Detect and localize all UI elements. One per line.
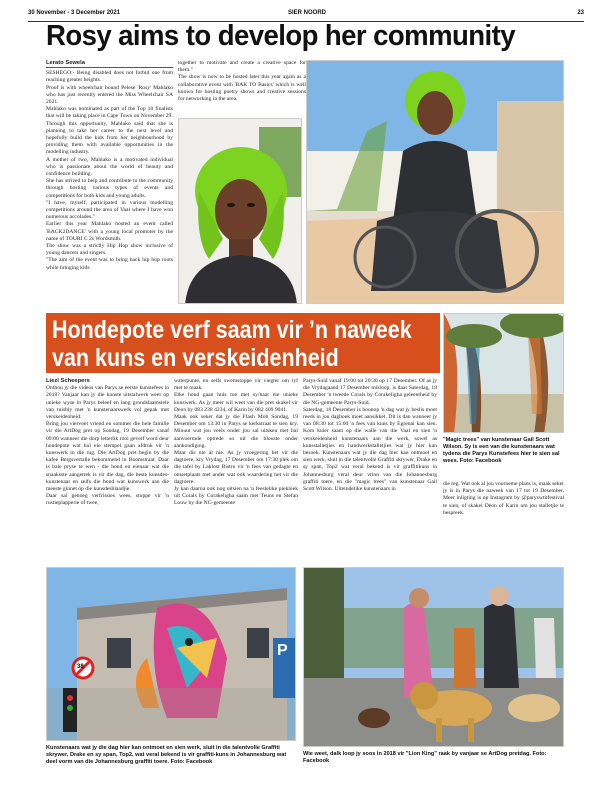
paragraph: "The aim of the event was to bring back hip hop roots while bringing kids: [46, 257, 173, 271]
story2-headline-line1: Hondepote verf saam vir ’n naweek: [52, 316, 412, 344]
paragraph: Daar sal genoeg verfrissies wees, stoppe vir 'n rustieplapperie of twee,: [46, 493, 169, 507]
paragraph: Proof is with wheelchair bound Pelese 'Rosy' Mahlako who has just recently entered the Miss Wheelchair SA 2021.: [46, 84, 173, 106]
story2-headline-line2: van kuns en verskeidenheid: [52, 344, 339, 372]
paragraph: "I have, myself, participated in various modelling competitions around the area of Vaal where I have won numerous accolades.": [46, 199, 173, 221]
paragraph: together to motivate and create a creative space for them.": [178, 60, 306, 74]
paragraph: Parys-Suid vanaf 19:00 tot 20:30 op 17 Desember. Of as jy die Vrydagaand 17 Desember misloop, is daar Saterdag, 18 Desember 'n tweede Corals by Corakeligha geleentheid by die NG-gemeente Parys-Suid.: [303, 378, 437, 406]
trees-caption: "Magic trees" van kunstenaar Gail Scott Wilson. Sy is een van die kunstenaars wat tydens die Parys Kunstefees hier te sien sal wees. Foto: Facebook: [443, 437, 560, 464]
story1-column-2: [178, 60, 306, 103]
parking-sign-letter: P: [277, 642, 288, 659]
graffiti-building-photo: [46, 567, 296, 741]
paragraph: She has strived to help and contribute to the community through hosting various types of events and competitions for both kids and young adults.: [46, 178, 173, 199]
traffic-sign-number: 38: [77, 664, 84, 670]
story1-byline: Lerato Sewela: [46, 60, 173, 68]
paragraph: Jy kan daarna ook nog uitsien na 'n feestelike piekniek uit Corals by Corakeligha saam met Teuns en Stefan Louw by die NG-gemeente: [174, 486, 298, 507]
rosy-portrait-photo: [178, 118, 302, 304]
paragraph: Through this opportunity, Mahlako said that she is planning to take her career to the next level and hopefully build the kids from her neighbourhood by providing them with available opportunities in the modelling industry.: [46, 120, 173, 156]
paragraph: Elke hond gaan huis toe met sy/haar eie unieke kunswerk. As jy meer wil weet van die pret skakel vir Deon by 083 238 4234, of Karin by 082 409 9041.: [174, 392, 298, 413]
story2-column-4: [443, 481, 564, 517]
story2-byline: Liezl Scheepers: [46, 378, 90, 384]
paragraph: Maak ook seker dat jy die Flash Mob Sondag, 19 Desember om 13:30 in Parys se kerkstraat te sien kry. Minuut wat jou veels onder jou sal uitskeu met hul aanvoermde optrede so uit die blouste onder aankondiging.: [174, 414, 298, 449]
paragraph: A mother of two, Mahlako is a motivated individual who is passionate about the world of beauty and confidence building.: [46, 156, 173, 178]
masthead: SIER NOORD: [288, 10, 327, 16]
issue-date: 30 November - 3 December 2021: [28, 10, 121, 16]
paragraph: SESHEGO:- Being disabled does not forbid one from reaching greater heights.: [46, 70, 173, 84]
paragraph: waterpunte, en selfs swemstoppe vir viegter om lyf met te maak.: [174, 378, 298, 392]
paragraph: Bring jou viervoet vriend en sommer die hele familie vir die ArtDog pret op Sondag, 19 Desember vanaf 09:00 wanneer die dorp letterlik rooi geverf word deur hondepote wat hul eie stempel gaan afdruk vir 'n kunswerk in die rug. Die ArtDog pret begin by die kafee Bergsvertalle bekommend in Boomstraat. Daar is baie pryse te wen - die hond en eienaar wat die snaaksste aangetrek is vir die dag, die beste kunsdes-kunstenaar en selfs die hond wat kunswerk aan die meeste ginnet op die kunsdesblaadjie.: [46, 421, 169, 493]
artdog-photo: [303, 567, 564, 747]
paragraph: Maar dis nie al nie. As jy vroegering het vir die dagtoere, kry Vrydag, 17 Desember om 17:30 plek om die tafel by Laklost Bistro vir 'n fees van gedagte en omsetplaats met ander wat ook waardering het vir die dagtoere.: [174, 450, 298, 485]
story1-headline: Rosy aims to develop her community: [46, 20, 515, 52]
paragraph: Earlier this year Mahlako hosted an event called 'BACK2DANCE' with a young local promoter by the name of TOURI C 2s Wordsmith.: [46, 221, 173, 242]
paragraph: Mahlako was nominated as part of the Top 10 finalists that will be taking place in Cape Town on November 29.: [46, 106, 173, 120]
story2-column-1: [46, 378, 169, 508]
rosy-wheelchair-photo: [306, 60, 564, 304]
story2-column-2: [174, 378, 298, 508]
paragraph: die reg. Wat ook al jou voorneme plans is, maak seker jy is in Parys die naweek van 17 tot 19 Desember. Meer inligting is op Instagram by @paryswtitfestival te sien, of skakel Deon of Karin om jou stalletjie te bespreek.: [443, 481, 564, 516]
paragraph: The show is now to be hosted later this year again as a collaborative event with 'BAK TO Basics' which is well known for hosting poetry shows and creative sessions for networking in the area.: [178, 74, 306, 103]
paragraph: Onthou jy die videos van Parys se eerste kunstefees in 2018? Vanjaar kan jy die kunste uitstalwerk weer op unieke wyse in Parys beleef en lang grondslaamsiele van tuisbly met 'n kunstenaarswerk vol gepak met verskeidenheid.: [46, 385, 169, 421]
paragraph: The show was a strictly Hip Hop show inclusive of young dancers and singers.: [46, 243, 173, 257]
story1-column-1: [46, 60, 173, 272]
paragraph: Saterdag, 18 Desember is boonop 'n dag wat jy beslis moet reeds in jou dagboek moet aansikkel. Dit is dan wanneer jy van 08:30 tot 15:00 'n fees van kuns by Egrenai kan sien. Kom kuier saam op die walle van die Vaal en sien 'n verskeidenheid kunstenaars aan die werk, sowel as kunsstalletjies en handwerkstalletjies wat jy hier kan besoek. Kunstenaars wat jy die dag hier kan ontmoet en sien werk, sluit in die talentvolle Graffiti skrywer, Drake en sy span, Top2 wat veral bekend is vir graffitikuns in Johannesburg veral deur vrinn van die Johannesburg graffiti toere, en die "magic trees" van kunstenaar Gail Scott Wilson. Uiteindelike kunstenaars in: [303, 406, 437, 493]
page-number: 23: [577, 10, 584, 16]
graffiti-caption: Kunstenaars wat jy die dag hier kan ontmoet en sien werk, sluit in die talentvolle Graffiti skrywer, Drake en sy span, Top2, wat veral bekend is vir graffiti-kuns in Johannesburg wat deel vorm van die Johannesburg graffiti toere. Foto: Facebook: [46, 745, 287, 765]
dogs-caption: Wie weet, dalk loop jy soos in 2018 vir "Lion King" raak by vanjaar se ArtDog pretdag. Foto: Facebook: [303, 751, 547, 764]
magic-trees-photo: [443, 313, 564, 433]
story2-column-3: [303, 378, 437, 493]
